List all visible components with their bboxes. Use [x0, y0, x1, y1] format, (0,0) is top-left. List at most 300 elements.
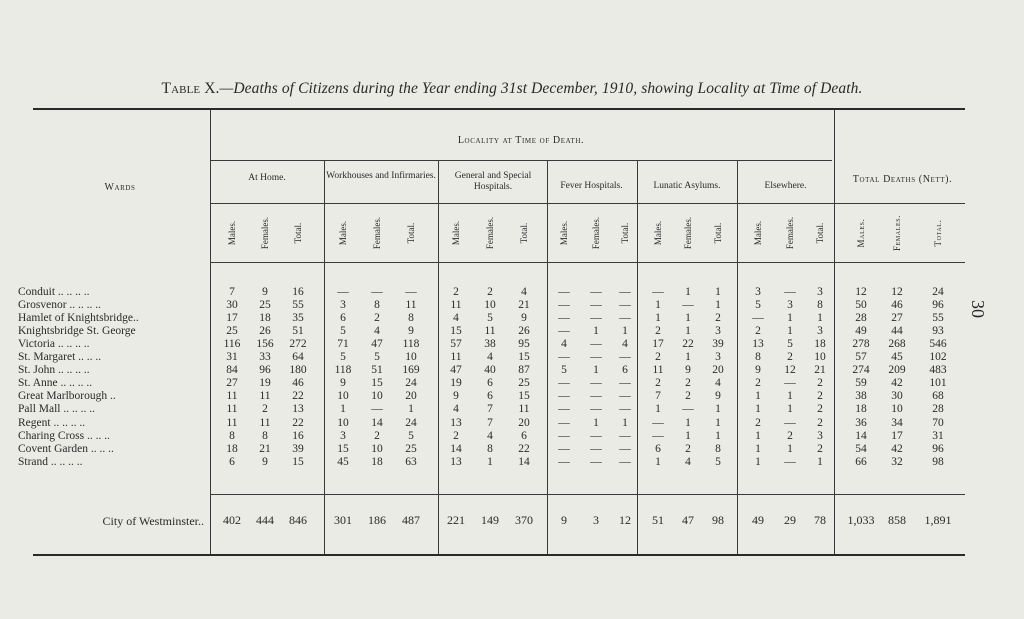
table-label: Table X.: [161, 80, 220, 97]
table-cell: 31: [226, 351, 238, 363]
table-cell: 1: [685, 312, 691, 324]
table-cell: 2: [453, 286, 459, 298]
table-cell: —: [619, 430, 631, 442]
table-cell: 3: [340, 430, 346, 442]
table-cell: 1: [655, 299, 661, 311]
table-cell: 2: [487, 286, 493, 298]
table-cell: 40: [484, 364, 496, 376]
table-cell: 11: [405, 299, 417, 311]
table-cell: 13: [450, 456, 462, 468]
totals-cell: 49: [752, 513, 764, 527]
table-cell: 3: [715, 351, 721, 363]
table-cell: —: [590, 338, 602, 350]
table-cell: 27: [891, 312, 903, 324]
table-cell: 18: [371, 456, 383, 468]
table-cell: 20: [405, 390, 417, 402]
table-cell: 27: [226, 377, 238, 389]
table-cell: 2: [817, 390, 823, 402]
table-cell: 46: [891, 299, 903, 311]
table-cell: 6: [655, 443, 661, 455]
table-cell: 6: [487, 390, 493, 402]
table-cell: 1: [787, 443, 793, 455]
table-cell: —: [590, 299, 602, 311]
table-cell: 3: [787, 299, 793, 311]
table-cell: 22: [682, 338, 694, 350]
table-cell: 9: [340, 377, 346, 389]
locality-header: Locality at Time of Death.: [457, 135, 585, 146]
table-cell: 4: [561, 338, 567, 350]
table-cell: 1: [685, 286, 691, 298]
table-cell: 84: [226, 364, 238, 376]
table-cell: 28: [855, 312, 867, 324]
table-title: [0, 80, 1024, 98]
column-subheader: Total.: [620, 222, 630, 244]
table-cell: 22: [292, 390, 304, 402]
ward-name: St. Anne .. .. .. ..: [18, 377, 93, 389]
table-cell: 1: [655, 456, 661, 468]
table-cell: 18: [855, 403, 867, 415]
table-cell: 2: [787, 351, 793, 363]
table-cell: 8: [755, 351, 761, 363]
table-cell: 1: [715, 403, 721, 415]
table-cell: 11: [226, 390, 238, 402]
table-cell: —: [590, 390, 602, 402]
table-cell: 10: [337, 390, 349, 402]
table-cell: 9: [715, 390, 721, 402]
table-cell: 34: [891, 417, 903, 429]
table-cell: 2: [453, 430, 459, 442]
table-cell: 274: [852, 364, 870, 376]
table-cell: 20: [518, 417, 530, 429]
bottom-rule: [33, 554, 965, 556]
table-cell: 12: [784, 364, 796, 376]
table-cell: 4: [685, 456, 691, 468]
column-subheader: Females.: [260, 216, 270, 250]
table-cell: 4: [521, 286, 527, 298]
table-cell: 10: [891, 403, 903, 415]
table-cell: 1: [787, 312, 793, 324]
group-header: Elsewhere.: [764, 181, 807, 191]
table-cell: 55: [292, 299, 304, 311]
table-cell: 39: [712, 338, 724, 350]
table-cell: 4: [622, 338, 628, 350]
column-subheader: Females.: [683, 216, 693, 250]
table-cell: 5: [374, 351, 380, 363]
table-cell: —: [558, 430, 570, 442]
ward-name: St. Margaret .. .. ..: [18, 351, 102, 363]
column-subheader: Males.: [856, 218, 866, 248]
table-cell: 8: [374, 299, 380, 311]
table-cell: 1: [755, 456, 761, 468]
table-cell: —: [590, 351, 602, 363]
ward-name: Great Marlborough ..: [18, 390, 116, 402]
table-cell: 1: [655, 312, 661, 324]
table-cell: 11: [259, 390, 271, 402]
table-cell: 26: [259, 325, 271, 337]
table-cell: 1: [593, 364, 599, 376]
table-cell: 17: [891, 430, 903, 442]
table-cell: 1: [685, 351, 691, 363]
table-cell: 45: [891, 351, 903, 363]
table-cell: —: [558, 299, 570, 311]
table-cell: 87: [518, 364, 530, 376]
totals-cell: 51: [652, 513, 664, 527]
table-cell: 18: [259, 312, 271, 324]
table-cell: 24: [405, 417, 417, 429]
table-cell: 10: [337, 417, 349, 429]
table-cell: 36: [855, 417, 867, 429]
table-cell: 2: [374, 430, 380, 442]
table-cell: —: [619, 403, 631, 415]
table-cell: —: [558, 351, 570, 363]
table-cell: 11: [226, 403, 238, 415]
table-cell: 15: [371, 377, 383, 389]
column-subheader: Total.: [406, 222, 416, 244]
table-cell: —: [619, 286, 631, 298]
table-cell: 71: [337, 338, 349, 350]
table-cell: 15: [450, 325, 462, 337]
table-cell: 1: [787, 325, 793, 337]
table-cell: 1: [685, 325, 691, 337]
table-cell: 28: [932, 403, 944, 415]
table-cell: 19: [450, 377, 462, 389]
table-cell: —: [558, 377, 570, 389]
table-cell: 209: [888, 364, 906, 376]
table-cell: 2: [787, 430, 793, 442]
table-cell: 118: [334, 364, 352, 376]
table-cell: 30: [226, 299, 238, 311]
group-header: General and Special Hospitals.: [454, 171, 532, 192]
table-cell: 21: [518, 299, 530, 311]
totals-cell: 444: [256, 513, 274, 527]
table-cell: 15: [518, 351, 530, 363]
table-cell: —: [619, 299, 631, 311]
table-cell: 9: [408, 325, 414, 337]
table-cell: 18: [814, 338, 826, 350]
table-cell: 1: [715, 430, 721, 442]
table-cell: —: [784, 456, 796, 468]
totals-cell: 370: [515, 513, 533, 527]
table-cell: 25: [226, 325, 238, 337]
table-cell: 5: [787, 338, 793, 350]
column-subheader: Females.: [591, 216, 601, 250]
table-cell: 1: [685, 417, 691, 429]
table-cell: 11: [259, 417, 271, 429]
table-cell: 30: [891, 390, 903, 402]
table-cell: 8: [487, 443, 493, 455]
ward-name: Covent Garden .. .. ..: [18, 443, 114, 455]
table-cell: 54: [855, 443, 867, 455]
table-cell: 11: [450, 299, 462, 311]
table-cell: —: [337, 286, 349, 298]
ward-name: Victoria .. .. .. ..: [18, 338, 90, 350]
table-cell: —: [558, 325, 570, 337]
table-cell: 1: [715, 417, 721, 429]
table-cell: 14: [371, 417, 383, 429]
table-cell: 2: [755, 377, 761, 389]
table-cell: 68: [932, 390, 944, 402]
table-cell: —: [558, 390, 570, 402]
table-cell: 2: [755, 325, 761, 337]
table-cell: 44: [891, 325, 903, 337]
table-cell: —: [652, 430, 664, 442]
table-cell: 6: [487, 377, 493, 389]
table-cell: 70: [932, 417, 944, 429]
table-cell: 7: [487, 417, 493, 429]
column-subheader: Females.: [785, 216, 795, 250]
table-cell: 1: [622, 325, 628, 337]
table-cell: 9: [453, 390, 459, 402]
totals-cell: 47: [682, 513, 694, 527]
column-subheader: Males.: [653, 220, 663, 246]
table-cell: 42: [891, 443, 903, 455]
table-cell: 14: [450, 443, 462, 455]
table-cell: 63: [405, 456, 417, 468]
table-cell: 31: [932, 430, 944, 442]
ward-name: Charing Cross .. .. ..: [18, 430, 110, 442]
table-cell: 59: [855, 377, 867, 389]
table-cell: —: [590, 403, 602, 415]
totals-cell: 12: [619, 513, 631, 527]
totals-cell: 858: [888, 513, 906, 527]
table-cell: 9: [755, 364, 761, 376]
table-cell: 6: [229, 456, 235, 468]
table-cell: 2: [685, 377, 691, 389]
table-cell: 116: [223, 338, 241, 350]
table-cell: 33: [259, 351, 271, 363]
table-cell: 46: [292, 377, 304, 389]
totals-cell: 846: [289, 513, 307, 527]
table-cell: 49: [855, 325, 867, 337]
table-cell: 11: [652, 364, 664, 376]
table-cell: 95: [518, 338, 530, 350]
table-cell: 2: [817, 417, 823, 429]
table-cell: 268: [888, 338, 906, 350]
table-cell: 1: [817, 456, 823, 468]
table-cell: 17: [652, 338, 664, 350]
column-subheader: Females.: [892, 214, 902, 252]
table-cell: 2: [817, 377, 823, 389]
table-cell: 7: [487, 403, 493, 415]
table-cell: 21: [259, 443, 271, 455]
table-cell: 24: [405, 377, 417, 389]
table-cell: 3: [817, 325, 823, 337]
table-cell: 12: [855, 286, 867, 298]
table-cell: 3: [715, 325, 721, 337]
table-cell: 1: [755, 443, 761, 455]
table-caption: —Deaths of Citizens during the Year ending 31st December, 1910, showing Locality at Time of Death.: [219, 80, 863, 97]
totals-cell: 3: [593, 513, 599, 527]
column-subheader: Females.: [485, 216, 495, 250]
table-cell: 21: [814, 364, 826, 376]
table-cell: 2: [817, 443, 823, 455]
column-subheader: Males.: [451, 220, 461, 246]
table-cell: 45: [337, 456, 349, 468]
table-cell: 4: [453, 403, 459, 415]
table-cell: 13: [292, 403, 304, 415]
table-cell: 169: [402, 364, 420, 376]
table-cell: 15: [337, 443, 349, 455]
table-cell: 10: [814, 351, 826, 363]
table-cell: 1: [622, 417, 628, 429]
table-cell: 38: [484, 338, 496, 350]
table-cell: 4: [453, 312, 459, 324]
table-cell: 4: [715, 377, 721, 389]
table-cell: —: [558, 403, 570, 415]
table-cell: —: [652, 286, 664, 298]
wards-header: Wards: [104, 182, 136, 193]
totals-cell: 78: [814, 513, 826, 527]
table-cell: 19: [259, 377, 271, 389]
table-cell: 16: [292, 430, 304, 442]
table-cell: 51: [371, 364, 383, 376]
table-cell: 7: [655, 390, 661, 402]
table-cell: 66: [855, 456, 867, 468]
table-cell: 24: [932, 286, 944, 298]
ward-name: Grosvenor .. .. .. ..: [18, 299, 102, 311]
table-cell: 102: [929, 351, 947, 363]
table-cell: 35: [292, 312, 304, 324]
table-cell: 10: [484, 299, 496, 311]
table-cell: 4: [374, 325, 380, 337]
table-cell: 5: [487, 312, 493, 324]
table-cell: 11: [518, 403, 530, 415]
table-cell: —: [590, 430, 602, 442]
table-cell: 4: [487, 430, 493, 442]
table-cell: 1: [655, 403, 661, 415]
table-cell: 1: [787, 390, 793, 402]
table-cell: 5: [755, 299, 761, 311]
totals-cell: 9: [561, 513, 567, 527]
totals-cell: 1,891: [924, 513, 952, 527]
ward-name: Pall Mall .. .. .. ..: [18, 403, 95, 415]
table-cell: —: [619, 377, 631, 389]
column-subheader: Males.: [227, 220, 237, 246]
column-subheader: Total.: [293, 222, 303, 244]
table-cell: 156: [256, 338, 274, 350]
page-number: 30: [968, 300, 988, 318]
group-header: At Home.: [248, 173, 286, 183]
table-cell: 7: [229, 286, 235, 298]
table-cell: 1: [593, 325, 599, 337]
table-cell: 2: [817, 403, 823, 415]
table-cell: —: [558, 443, 570, 455]
table-cell: 93: [932, 325, 944, 337]
table-cell: 6: [521, 430, 527, 442]
table-cell: 13: [450, 417, 462, 429]
table-cell: —: [590, 286, 602, 298]
table-cell: 1: [593, 417, 599, 429]
table-cell: 55: [932, 312, 944, 324]
table-cell: 1: [755, 390, 761, 402]
table-cell: —: [590, 456, 602, 468]
table-cell: —: [682, 403, 694, 415]
table-cell: 2: [262, 403, 268, 415]
table-cell: 13: [752, 338, 764, 350]
table-cell: 5: [340, 325, 346, 337]
table-cell: —: [590, 443, 602, 455]
table-cell: 3: [817, 286, 823, 298]
table-cell: 6: [622, 364, 628, 376]
table-cell: —: [619, 390, 631, 402]
table-cell: 1: [715, 286, 721, 298]
table-cell: 57: [450, 338, 462, 350]
table-cell: 96: [259, 364, 271, 376]
locality-underline: [210, 160, 832, 161]
group-header: Fever Hospitals.: [560, 181, 623, 191]
totals-cell: 98: [712, 513, 724, 527]
table-cell: —: [682, 299, 694, 311]
table-cell: 22: [292, 417, 304, 429]
ward-name: Regent .. .. .. ..: [18, 417, 86, 429]
table-cell: 42: [891, 377, 903, 389]
table-cell: 9: [262, 286, 268, 298]
totals-cell: 186: [368, 513, 386, 527]
table-cell: 25: [405, 443, 417, 455]
table-cell: 11: [226, 417, 238, 429]
table-cell: 16: [292, 286, 304, 298]
table-cell: 14: [518, 456, 530, 468]
table-cell: 12: [891, 286, 903, 298]
table-cell: 15: [292, 456, 304, 468]
table-cell: 118: [402, 338, 420, 350]
table-cell: 1: [755, 403, 761, 415]
ward-name: Hamlet of Knightsbridge..: [18, 312, 139, 324]
column-subheader: Total.: [933, 219, 943, 247]
table-cell: —: [784, 417, 796, 429]
table-cell: 4: [487, 351, 493, 363]
table-cell: 180: [289, 364, 307, 376]
table-cell: 1: [487, 456, 493, 468]
table-cell: 50: [855, 299, 867, 311]
table-cell: —: [784, 377, 796, 389]
table-cell: 1: [685, 430, 691, 442]
table-cell: 98: [932, 456, 944, 468]
total-deaths-header: Total Deaths (Nett).: [852, 174, 953, 185]
table-cell: 18: [226, 443, 238, 455]
table-cell: 9: [521, 312, 527, 324]
table-cell: 9: [262, 456, 268, 468]
table-cell: 2: [655, 325, 661, 337]
table-cell: 64: [292, 351, 304, 363]
column-subheader: Males.: [753, 220, 763, 246]
table-cell: 17: [226, 312, 238, 324]
ward-name: Strand .. .. .. ..: [18, 456, 83, 468]
table-cell: 2: [685, 443, 691, 455]
table-cell: 278: [852, 338, 870, 350]
table-cell: 1: [340, 403, 346, 415]
table-cell: 47: [371, 338, 383, 350]
table-cell: 25: [259, 299, 271, 311]
divider-wards: [210, 110, 211, 554]
table-cell: 96: [932, 299, 944, 311]
table-cell: 483: [929, 364, 947, 376]
table-cell: —: [619, 456, 631, 468]
table-cell: —: [558, 286, 570, 298]
totals-cell: 402: [223, 513, 241, 527]
totals-cell: 149: [481, 513, 499, 527]
table-cell: —: [371, 403, 383, 415]
table-cell: 14: [855, 430, 867, 442]
totals-label: City of Westminster..: [102, 514, 204, 528]
table-cell: 20: [712, 364, 724, 376]
group-header: Lunatic Asylums.: [653, 181, 721, 191]
ward-name: Knightsbridge St. George: [18, 325, 136, 337]
table-cell: 3: [340, 299, 346, 311]
table-cell: 8: [262, 430, 268, 442]
table-cell: 8: [715, 443, 721, 455]
table-cell: 6: [340, 312, 346, 324]
